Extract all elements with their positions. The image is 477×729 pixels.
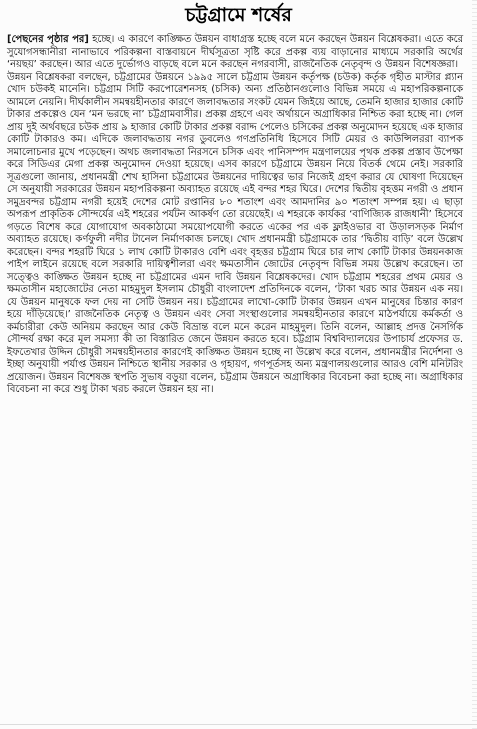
headline: চট্টগ্রামে শর্ষের [185, 4, 292, 26]
bottom-divider [0, 724, 477, 725]
paragraph-1 [7, 34, 463, 72]
paragraph-2: উন্নয়ন বিশ্লেষকরা বলছেন, চট্টগ্রামের উন্নয়নে ১৯৯৫ সালে চট্টগ্রাম উন্নয়ন কর্তৃপক্ষ (চউক) কর্তৃক গৃহীত মাস্টার প্ল্যান খোদ চউকই মানেনি। চট্টগ্রাম সিটি করপোরেশনসহ (চসিক) অন্য প্রতিষ্ঠানগুলোও বিভিন্ন সময়ে এ মহাপরিকল্পনাকে আমলে নেয়নি। দীর্ঘকালীন সমন্বয়হীনতার কারণে জলাবদ্ধতার সংকট যেমন জিইয়ে আছে, তেমনি হাজার হাজার কোটি টাকার প্রকল্পেও যেন ‘মন ভরছে না’ চট্টগ্রামবাসীর। প্রকল্প গ্রহণে এবং অর্থায়নে অগ্রাধিকার নিশ্চিত করা হচ্ছে না। গেল প্রায় দুই অর্থবছরে চউক প্রায় ৯ হাজার কোটি টাকার প্রকল্প বরাদ্দ পেলেও চসিকের প্রকল্প অনুমোদন হয়েছে এক হাজার কোটি টাকারও কম। এদিকে জলাবদ্ধতায় নগর ডুবলেও গণপ্রতিনিধি হিসেবে সিটি মেয়র ও কাউন্সিলররা ব্যাপক সমালোচনার মুখে পড়েছেন। অথচ জলাবদ্ধতা নিরসনে চসিক এবং পানিসম্পদ মন্ত্রণালয়ের পৃথক প্রকল্প প্রস্তাব উপেক্ষা করে সিডিএর মেগা প্রকল্প অনুমোদন দেওয়া হয়েছে। এসব কারণে চট্টগ্রামে উন্নয়ন নিয়ে বিতর্ক থেমে নেই। সরকারি সূত্রগুলো জানায়, প্রধানমন্ত্রী শেখ হাসিনা চট্টগ্রামের উন্নয়নের দায়িত্বের ভার নিজেই গ্রহণ করার যে ঘোষণা দিয়েছেন সে অনুযায়ী সরকারের উন্নয়ন মহাপরিকল্পনা অব্যাহত রয়েছে এই বন্দর শহর ঘিরে। দেশের দ্বিতীয় বৃহত্তম নগরী ও প্রধান সমুদ্রবন্দর চট্টগ্রাম নগরী হয়েই দেশের মোট রপ্তানির ৮০ শতাংশ এবং আমদানির ৯০ শতাংশ সম্পন্ন হয়। এ ছাড়া অপরূপ প্রাকৃতিক সৌন্দর্যের এই শহরের পর্যটন আকর্ষণ তো রয়েছেই। এ শহরকে কার্যকর ‘বাণিজ্যিক রাজধানী’ হিসেবে গড়তে বিশেষ করে যোগাযোগ অবকাঠামো সময়োপযোগী করতে একের পর এক ফ্লাইওভার বা উড়ালসড়ক নির্মাণ অব্যাহত রয়েছে। কর্ণফুলী নদীর টানেল নির্মাণকাজ চলছে। খোদ প্রধানমন্ত্রী চট্টগ্রামকে তার ‘দ্বিতীয় বাড়ি’ বলে উল্লেখ করেছেন। বন্দর শহরটি ঘিরে ১ লাখ কোটি টাকারও বেশি এবং বৃহত্তর চট্টগ্রাম ঘিরে চার লাখ কোটি টাকার উন্নয়নকাজ পাইপ লাইনে রয়েছে বলে সরকারি দায়িত্বশীলরা এবং ক্ষমতাসীন জোটের নেতৃবৃন্দ বিভিন্ন সময় উল্লেখ করেছেন। তা সত্ত্বেও কাঙ্ক্ষিত উন্নয়ন হচ্ছে না চট্টগ্রামের এমন দাবি উন্নয়ন বিশ্লেষকদের। খোদ চট্টগ্রাম শহরের প্রথম মেয়র ও ক্ষমতাসীন মহাজোটের নেতা মাহমুদুল ইসলাম চৌধুরী বাংলাদেশ প্রতিদিনকে বলেন, ‘টাকা খরচ আর উন্নয়ন এক নয়। যে উন্নয়ন মানুষকে ফল দেয় না সেটি উন্নয়ন নয়। চট্টগ্রামের লাখো-কোটি টাকার উন্নয়ন এখন মানুষের চিন্তার কারণ হয়ে দাঁড়িয়েছে।’ রাজনৈতিক নেতৃত্ব ও উন্নয়ন এবং সেবা সংস্থাগুলোর সমন্বয়হীনতার কারণে মাঠপর্যায়ে কর্মকর্তা ও কর্মচারীরা কেউ অনিয়ম করছেন আর কেউ বিভ্রান্ত বলে মনে করেন মাহমুদুল। তিনি বলেন, আল্লাহ প্রদত্ত নৈসর্গিক সৌন্দর্য রক্ষা করে মূল সমস্যা কী তা বিস্তারিত জেনে উন্নয়ন করতে হবে। চট্টগ্রাম বিশ্ববিদ্যালয়ের উপাচার্য প্রফেসর ড. ইফতেখার উদ্দিন চৌধুরী সমন্বয়হীনতার কারণেই কাঙ্ক্ষিত উন্নয়ন হচ্ছে না উল্লেখ করে বলেন, প্রধানমন্ত্রীর নির্দেশনা ও ইচ্ছা অনুযায়ী পর্যাপ্ত উন্নয়ন নিশ্চিতে স্থানীয় সরকার ও গৃহায়ণ, গণপূর্তসহ অন্য মন্ত্রণালয়গুলোর আরও বেশি মনিটরিং প্রয়োজন। উন্নয়ন বিশেষজ্ঞ স্থপতি সুভাষ বড়ুয়া বলেন, চট্টগ্রাম উন্নয়নে অগ্রাধিকার বিবেচনা করা হচ্ছে না। অগ্রাধিকার বিবেচনা না করে শুধু টাকা খরচ করলে উন্নয়ন হয় না। [7, 71, 463, 395]
continuation-tag: [পেছনের পৃষ্ঠার পর] [7, 34, 89, 45]
page-edge [472, 0, 477, 729]
article-body [7, 34, 463, 397]
paragraph-1-text: হচ্ছে। এ কারণে কাঙ্ক্ষিত উন্নয়ন বাধাগ্রস্ত হচ্ছে বলে মনে করছেন উন্নয়ন বিশ্লেষকরা। এতে করে সুযোগসন্ধানীরা নানাভাবে পরিকল্পনা বাস্তবায়নে দীর্ঘসূত্রতা সৃষ্টি করে প্রকল্প ব্যয় বাড়ানোর মাধ্যমে সরকারি অর্থের ‘নয়ছয়’ করছেন। আর এতে দুর্ভোগও বাড়ছে বলে মনে করছেন নগরবাসী, রাজনৈতিক নেতৃবৃন্দ ও উন্নয়ন বিশেষজ্ঞরা। [7, 34, 463, 70]
